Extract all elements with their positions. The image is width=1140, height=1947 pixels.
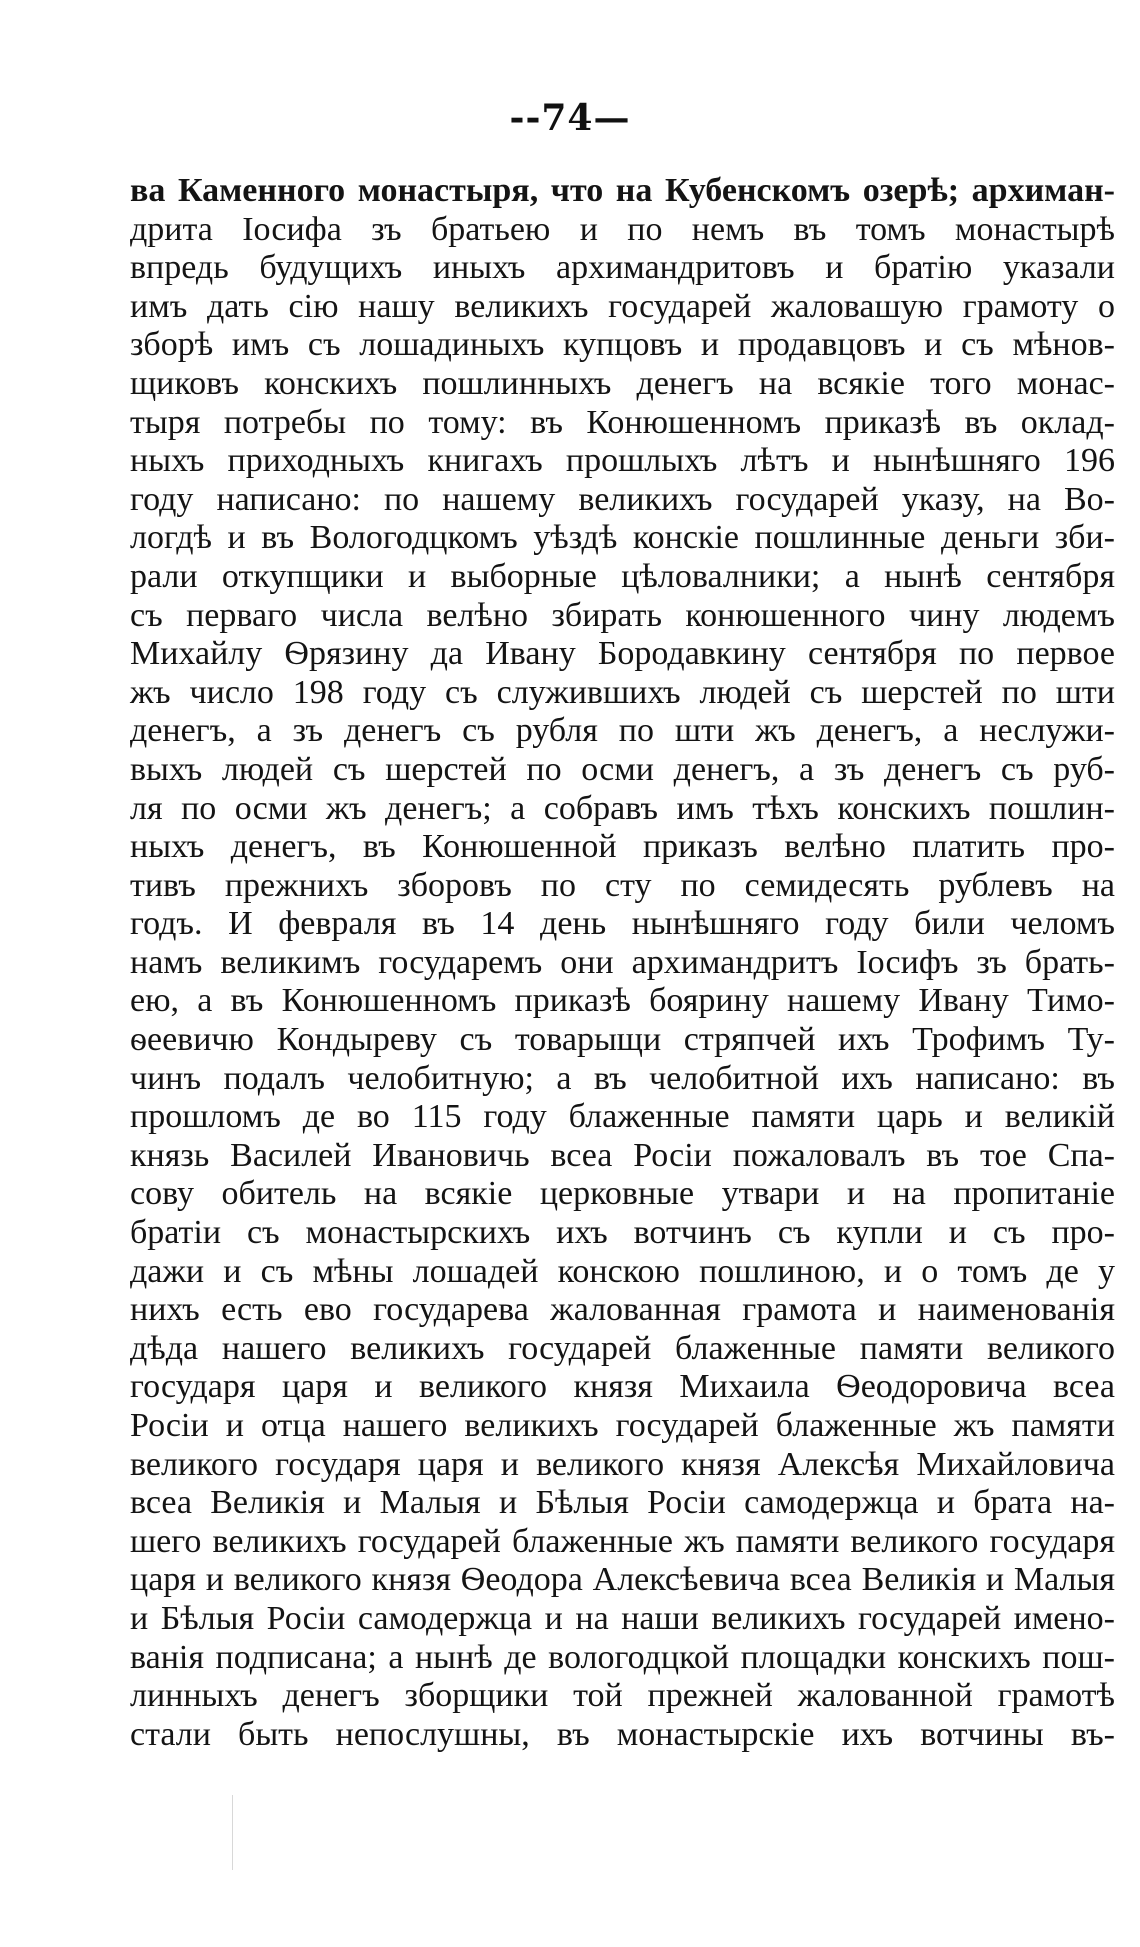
text-line: годъ. И февраля въ 14 день нынѣшняго году били челомъ	[130, 905, 1115, 943]
text-line: зборѣ имъ съ лошадиныхъ купцовъ и продавцовъ и съ мѣнов-	[130, 326, 1115, 364]
text-line: дѣда нашего великихъ государей блаженные памяти великого	[130, 1329, 1115, 1367]
text-line: впредь будущихъ иныхъ архимандритовъ и братію указали	[130, 249, 1115, 287]
text-line: ля по осми жъ денегъ; а собравъ имъ тѣхъ конскихъ пошлин-	[130, 789, 1115, 827]
text-line: чинъ подалъ челобитную; а въ челобитной ихъ написано: въ	[130, 1059, 1115, 1097]
body-text	[130, 172, 1115, 1754]
text-line: рали откупщики и выборные цѣловалники; а нынѣ сентября	[130, 557, 1115, 595]
scan-mark	[232, 1795, 233, 1870]
text-line: прошломъ де во 115 году блаженные памяти царь и великій	[130, 1098, 1115, 1136]
text-line: тивъ прежнихъ зборовъ по сту по семидесять рублевъ на	[130, 866, 1115, 904]
text-line: дрита Іосифа зъ братьею и по немъ въ томъ монастырѣ	[130, 210, 1115, 248]
text-line: ныхъ приходныхъ книгахъ прошлыхъ лѣтъ и нынѣшняго 196	[130, 442, 1115, 480]
page-number: --74—	[509, 97, 631, 139]
text-line: ва Каменного монастыря, что на Кубенскомъ озерѣ; архиман-	[130, 172, 1115, 209]
text-line: Михайлу Ѳрязину да Ивану Бородавкину сентября по первое	[130, 635, 1115, 673]
text-line: стали быть непослушны, въ монастырскіе ихъ вотчины въ-	[130, 1715, 1115, 1753]
text-line: князь Василей Ивановичь всеа Росіи пожаловалъ въ тое Спа-	[130, 1136, 1115, 1174]
text-line: Росіи и отца нашего великихъ государей блаженные жъ памяти	[130, 1407, 1115, 1444]
text-line: шего великихъ государей блаженные жъ памяти великого государя	[130, 1522, 1115, 1560]
text-line: съ перваго числа велѣно збирать конюшенного чину людемъ	[130, 596, 1115, 634]
text-line: ныхъ денегъ, въ Конюшенной приказъ велѣно платить про-	[130, 828, 1115, 866]
text-line: и Бѣлыя Росіи самодержца и на наши великихъ государей имено-	[130, 1599, 1115, 1637]
text-line: дажи и съ мѣны лошадей конскою пошлиною, и о томъ де у	[130, 1252, 1115, 1290]
text-line: ѳеевичю Кондыреву съ товарыщи стряпчей ихъ Трофимъ Ту-	[130, 1021, 1115, 1059]
text-line: году написано: по нашему великихъ государей указу, на Во-	[130, 480, 1115, 518]
text-line: выхъ людей съ шерстей по осми денегъ, а зъ денегъ съ руб-	[130, 750, 1115, 788]
text-line: ванія подписана; а нынѣ де вологодцкой площадки конскихъ пош-	[130, 1638, 1115, 1676]
text-line: нихъ есть ево государева жалованная грамота и наименованія	[130, 1291, 1115, 1329]
text-line: линныхъ денегъ зборщики той прежней жалованной грамотѣ	[130, 1677, 1115, 1715]
text-line: великого государя царя и великого князя Алексѣя Михайловича	[130, 1445, 1115, 1483]
text-line: жъ число 198 году съ служившихъ людей съ шерстей по шти	[130, 673, 1115, 711]
text-line: царя и великого князя Ѳеодора Алексѣевича всеа Великія и Малыя	[130, 1561, 1115, 1599]
text-line: государя царя и великого князя Михаила Ѳеодоровича всеа	[130, 1368, 1115, 1406]
text-line: логдѣ и въ Вологодцкомъ уѣздѣ конскіе пошлинные деньги зби-	[130, 519, 1115, 557]
text-line: щиковъ конскихъ пошлинныхъ денегъ на всякіе того монас-	[130, 364, 1115, 402]
text-line: денегъ, а зъ денегъ съ рубля по шти жъ денегъ, а неслужи-	[130, 712, 1115, 750]
text-line: намъ великимъ государемъ они архимандритъ Іосифъ зъ брать-	[130, 943, 1115, 981]
text-line: всеа Великія и Малыя и Бѣлыя Росіи самодержца и брата на-	[130, 1484, 1115, 1522]
text-line: тыря потребы по тому: въ Конюшенномъ приказѣ въ оклад-	[130, 403, 1115, 441]
text-line: сову обитель на всякіе церковные утвари и на пропитаніе	[130, 1175, 1115, 1213]
text-line: ею, а въ Конюшенномъ приказѣ боярину нашему Ивану Тимо-	[130, 982, 1115, 1020]
text-line: имъ дать сію нашу великихъ государей жаловашую грамоту о	[130, 287, 1115, 325]
text-line: братіи съ монастырскихъ ихъ вотчинъ съ купли и съ про-	[130, 1214, 1115, 1252]
